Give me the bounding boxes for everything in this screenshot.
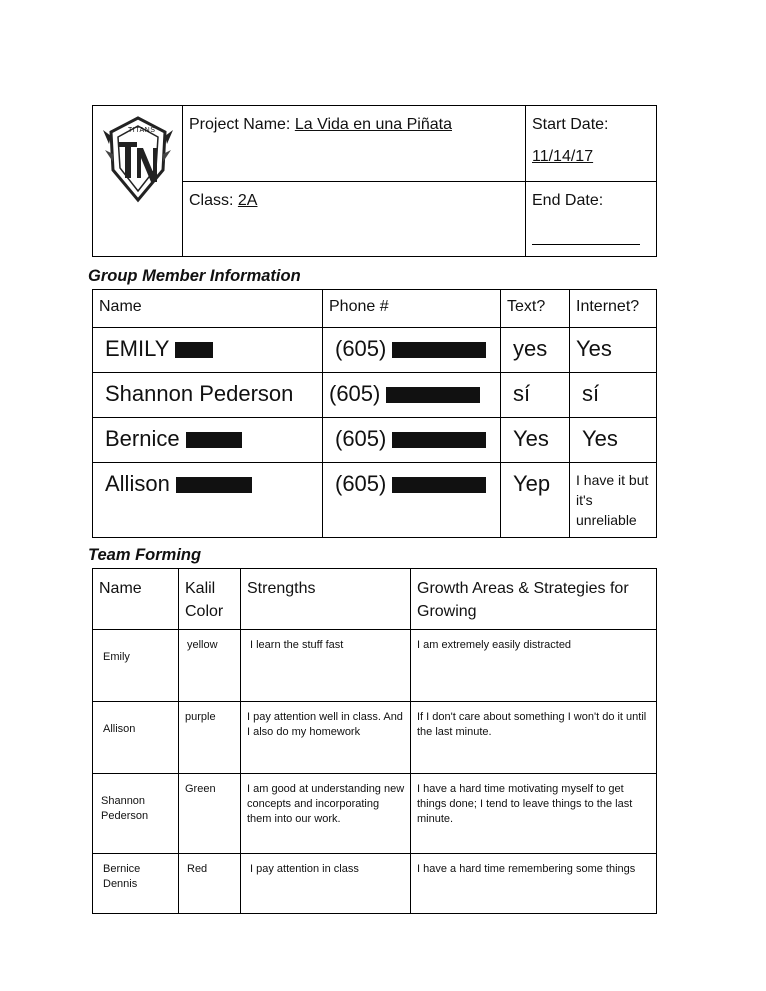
end-date-blank [532,224,640,245]
member-text: sí [501,373,570,418]
redaction-bar [175,342,213,358]
team-member-strengths: I learn the stuff fast [241,630,411,702]
member-internet: sí [570,373,657,418]
group-member-table [92,289,657,538]
redaction-bar [176,477,252,493]
team-member-strengths: I pay attention in class [241,854,411,914]
member-name: Shannon Pederson [105,381,294,406]
logo-text: TITANS [128,127,156,134]
team-header-growth: Growth Areas & Strategies for Growing [411,569,657,630]
group-header-phone: Phone # [323,290,501,328]
team-header-color: Kalil Color [179,569,241,630]
group-row [93,418,657,463]
start-date-cell [526,106,657,182]
start-date-value: 11/14/17 [532,148,594,165]
end-date-cell [526,182,657,257]
team-member-strengths: I am good at understanding new concepts and incorporating them into our work. [241,774,411,854]
redaction-bar [392,342,486,358]
team-member-growth: I have a hard time remembering some things [411,854,657,914]
redaction-bar [392,432,486,448]
start-date-label: Start Date: [532,116,609,133]
member-phone: (605) [329,381,381,406]
member-internet: Yes [570,328,657,373]
team-member-color: purple [179,702,241,774]
group-header-row [93,290,657,328]
group-header-internet: Internet? [570,290,657,328]
team-header-row [93,569,657,630]
group-row [93,463,657,538]
redaction-bar [392,477,486,493]
team-row [93,702,657,774]
member-internet: I have it but it's unreliable [570,463,657,538]
member-text: yes [501,328,570,373]
redaction-bar [386,387,480,403]
team-header-strengths: Strengths [241,569,411,630]
member-text: Yes [501,418,570,463]
team-row [93,630,657,702]
logo-cell [93,106,183,257]
team-member-growth: If I don't care about something I won't do it until the last minute. [411,702,657,774]
member-phone: (605) [335,471,387,496]
group-section-title: Group Member Information [88,267,301,285]
group-row [93,328,657,373]
end-date-label: End Date: [532,192,604,209]
team-member-growth: I have a hard time motivating myself to get things done; I tend to leave things to the last minute. [411,774,657,854]
group-row [93,373,657,418]
team-member-name: Allison [93,702,179,774]
member-phone: (605) [335,336,387,361]
team-member-name: Emily [93,630,179,702]
member-phone: (605) [335,426,387,451]
team-member-growth: I am extremely easily distracted [411,630,657,702]
member-name: Allison [105,471,170,496]
team-section-title: Team Forming [88,546,202,564]
member-text: Yep [501,463,570,538]
team-member-color: Green [179,774,241,854]
project-name-value: La Vida en una Piñata [294,116,452,133]
class-value: 2A [237,192,258,209]
member-name: Bernice [105,426,180,451]
team-header-name: Name [93,569,179,630]
class-label: Class: [189,192,234,209]
class-cell [183,182,526,257]
redaction-bar [186,432,242,448]
group-header-text: Text? [501,290,570,328]
team-member-color: yellow [179,630,241,702]
team-row [93,854,657,914]
project-header-table [92,105,657,257]
member-internet: Yes [570,418,657,463]
team-member-strengths: I pay attention well in class. And I also do my homework [241,702,411,774]
team-member-color: Red [179,854,241,914]
team-forming-table [92,568,657,914]
member-name: EMILY [105,336,170,361]
team-member-name: Shannon Pederson [93,774,179,854]
team-member-name: Bernice Dennis [93,854,179,914]
group-header-name: Name [93,290,323,328]
team-row [93,774,657,854]
project-name-label: Project Name: [189,116,291,133]
project-name-cell [183,106,526,182]
